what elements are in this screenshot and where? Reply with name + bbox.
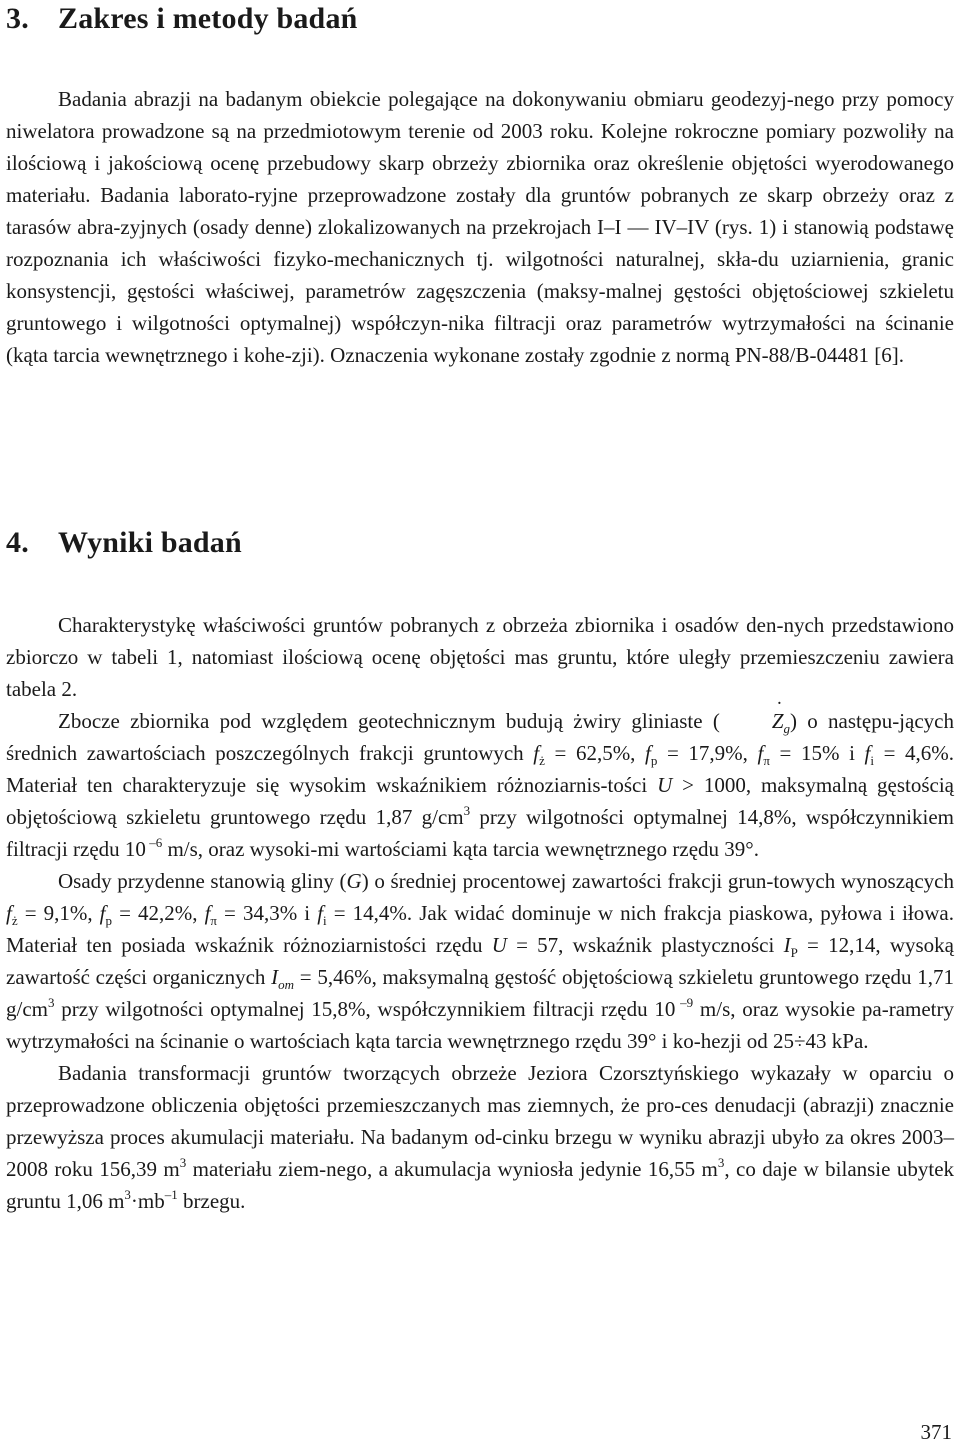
section-heading-4 bbox=[6, 526, 242, 560]
paragraph-results-intro: Charakterystykę właściwości gruntów pobranych z obrzeża zbiornika i osadów den-nych przedstawiono zbiorczo w tabeli 1, natomiast ilościową ocenę objętości mas gruntu, które uległy przemieszczeniu zawiera tabela 2. bbox=[6, 613, 954, 701]
section-4-body bbox=[6, 609, 954, 1217]
section-heading-3 bbox=[6, 2, 358, 36]
section-number: 4. bbox=[6, 526, 29, 559]
document-page bbox=[6, 0, 954, 1455]
paragraph-bottom-sediments: Osady przydenne stanowią gliny (G) o średniej procentowej zawartości frakcji grun-towych wynoszących $f_ż = 9,1\%$, $f_p = 42,2\%$, $f_\pi = 34,3\%$ i $f_i = 14,4\%$. Jak widać dominuje w nich frakcja piaskowa, pyłowa i iłowa. Materiał ten posiada wskaźnik różnoziarnistości rzędu U = 57, wskaźnik plastyczności $I_P = 12,14$, wysoką zawartość części organicznych $I_{om} = 5,46\%$, maksymalną gęstość objętościową szkieletu gruntowego rzędu 1,71 $g/cm^3$ przy wilgotności optymalnej 15,8%, współczynnikiem filtracji rzędu 10 $^{-9}$ m/s, oraz wysokie pa-rametry wytrzymałości na ścinanie o wartościach kąta tarcia wewnętrznego rzędu 39° i ko-hezji od 25÷43 kPa. bbox=[6, 869, 955, 1053]
paragraph-slope-soils: Zbocze zbiornika pod względem geotechnicznym budują żwiry gliniaste (˙ $Z_g$) o następu-jących średnich zawartościach poszczególnych frakcji gruntowych $f_ż = 62,5\%$, $f_p = 17,9\%$, $f_\pi = 15\%$ i $f_i = 4,6\%$. Materiał ten charakteryzuje się wysokim wskaźnikiem różnoziarnis-tości U > 1000, maksymalną gęstością objętościową szkieletu gruntowego rzędu 1,87 $g/cm^3$ przy wilgotności optymalnej 14,8%, współczynnikiem filtracji rzędu 10 $^{-6}$ m/s, oraz wysoki-mi wartościami kąta tarcia wewnętrznego rzędu 39°. bbox=[6, 705, 954, 865]
section-title: Wyniki badań bbox=[58, 526, 242, 559]
paragraph-transformation: Badania transformacji gruntów tworzących obrzeże Jeziora Czorsztyńskiego wykazały w oparciu o przeprowadzone obliczenia objętości przemieszczanych mas ziemnych, że pro-ces denudacji (abrazji) znacznie przewyższa proces akumulacji materiału. Na badanym od-cinku brzegu w wyniku abrazji ubyło za okres 2003–2008 roku 156,39 $m^3$ materiału ziem-nego, a akumulacja wyniosła jedynie 16,55 $m^3$, co daje w bilansie ubytek gruntu 1,06 $m^3\cdot mb^{-1}$ brzegu. bbox=[6, 1061, 955, 1213]
section-number: 3. bbox=[6, 2, 29, 35]
paragraph-methods: Badania abrazji na badanym obiekcie polegające na dokonywaniu obmiaru geodezyj-nego przy pomocy niwelatora prowadzone są na przedmiotowym terenie od 2003 roku. Kolejne rokroczne pomiary pozwoliły na ilościową i jakościową ocenę przebudowy skarp obrzeży zbiornika oraz określenie objętości wyerodowanego materiału. Badania laborato-ryjne przeprowadzone zostały dla gruntów pobranych ze skarp obrzeży oraz z tarasów abra-zyjnych (osady denne) zlokalizowanych na przekrojach I–I — IV–IV (rys. 1) i stanowią podstawę rozpoznania ich właściwości fizyko-mechanicznych tj. wilgotności naturalnej, skła-du uziarnienia, granic konsystencji, gęstości właściwej, parametrów zagęszczenia (maksy-malnej gęstości objętościowej szkieletu gruntowego i wilgotności optymalnej) współczyn-nika filtracji oraz parametrów wytrzymałości na ścinanie (kąta tarcia wewnętrznego i kohe-zji). Oznaczenia wykonane zostały zgodnie z normą PN-88/B-04481 [6]. bbox=[6, 87, 954, 367]
page-number: 371 bbox=[920, 1420, 952, 1444]
symbol-Zg: ˙ Z bbox=[720, 705, 784, 737]
section-3-body bbox=[6, 83, 954, 371]
section-title: Zakres i metody badań bbox=[58, 2, 358, 35]
